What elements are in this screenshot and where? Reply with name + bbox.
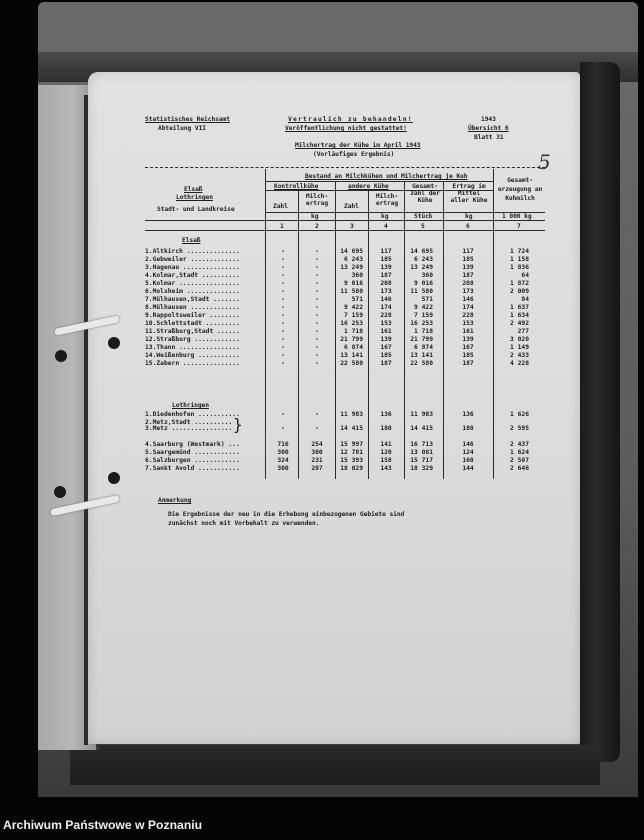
cell-total-production: 2 009 bbox=[510, 288, 529, 295]
header-bottom-rule bbox=[145, 220, 545, 221]
cell-control-yield: - bbox=[315, 344, 319, 351]
cell-other-yield: 185 bbox=[380, 256, 392, 263]
table-row bbox=[145, 272, 545, 280]
note-heading: Anmerkung bbox=[158, 497, 192, 504]
cell-other-count: 16 253 bbox=[340, 320, 363, 327]
col-header-2: Milch- ertrag bbox=[305, 193, 329, 207]
district-name: 7.Mülhausen,Stadt ....... bbox=[145, 296, 240, 303]
cell-other-yield: 139 bbox=[380, 336, 392, 343]
cell-total-production: 2 437 bbox=[510, 441, 529, 448]
cell-total-cows: 6 874 bbox=[414, 344, 433, 351]
cell-control-count: - bbox=[281, 312, 285, 319]
cell-other-count: 7 159 bbox=[344, 312, 363, 319]
table-row bbox=[145, 320, 545, 328]
col-number-3: 3 bbox=[350, 223, 354, 230]
cell-other-count: 22 580 bbox=[340, 360, 363, 367]
cell-total-production: 4 228 bbox=[510, 360, 529, 367]
number-row-rule bbox=[145, 230, 545, 231]
district-name: 5.Saargemünd ............ bbox=[145, 449, 240, 456]
district-name: 1.Diedenhofen ........... bbox=[145, 411, 240, 418]
table-row bbox=[145, 280, 545, 288]
cell-other-count: 21 799 bbox=[340, 336, 363, 343]
header-not-for-publication: Veröffentlichung nicht gestattet! bbox=[285, 125, 407, 132]
cell-control-yield: - bbox=[315, 328, 319, 335]
cell-other-count: 9 422 bbox=[344, 304, 363, 311]
table-row bbox=[145, 425, 545, 433]
cell-total-production: 1 637 bbox=[510, 304, 529, 311]
subgroup-other-cows: andere Kühe bbox=[348, 183, 389, 190]
cell-avg-yield: 173 bbox=[462, 288, 474, 295]
cell-control-count: - bbox=[281, 304, 285, 311]
cell-total-cows: 21 799 bbox=[410, 336, 433, 343]
table-row bbox=[145, 296, 545, 304]
cell-other-yield: 173 bbox=[380, 288, 392, 295]
stub-header-alsace: Elsaß bbox=[184, 186, 203, 193]
section-heading-alsace: Elsaß bbox=[182, 237, 201, 244]
cell-avg-yield: 139 bbox=[462, 264, 474, 271]
col-header-7: Gesamt- erzeugung an Kuhmilch bbox=[497, 177, 543, 202]
cell-control-yield: - bbox=[315, 296, 319, 303]
cell-control-yield: - bbox=[315, 336, 319, 343]
col-unit-6: kg bbox=[465, 213, 473, 220]
cell-total-cows: 22 580 bbox=[410, 360, 433, 367]
district-name: 2.Metz,Stadt .......... bbox=[145, 419, 233, 426]
col-header-3: Zahl bbox=[344, 203, 359, 210]
cell-control-count: - bbox=[281, 320, 285, 327]
cell-control-count: - bbox=[281, 336, 285, 343]
cell-avg-yield: 187 bbox=[462, 272, 474, 279]
cell-control-yield: - bbox=[315, 272, 319, 279]
cell-avg-yield: 160 bbox=[462, 457, 474, 464]
cell-avg-yield: 185 bbox=[462, 256, 474, 263]
cell-total-production: 277 bbox=[517, 328, 529, 335]
cell-total-cows: 13 081 bbox=[410, 449, 433, 456]
col-unit-2: kg bbox=[311, 213, 319, 220]
cell-other-count: 18 029 bbox=[340, 465, 363, 472]
cell-total-cows: 14 415 bbox=[410, 425, 433, 432]
district-name: 7.Sankt Avold ........... bbox=[145, 465, 240, 472]
cell-other-count: 15 393 bbox=[340, 457, 363, 464]
table-row bbox=[145, 411, 545, 419]
folder-bottom-shadow bbox=[70, 745, 600, 785]
cell-other-yield: 208 bbox=[380, 280, 392, 287]
cell-total-cows: 9 016 bbox=[414, 280, 433, 287]
cell-total-cows: 9 422 bbox=[414, 304, 433, 311]
cell-total-production: 2 646 bbox=[510, 465, 529, 472]
cell-control-yield: - bbox=[315, 425, 319, 432]
district-name: 10.Schlettstadt ......... bbox=[145, 320, 240, 327]
cell-other-count: 360 bbox=[351, 272, 363, 279]
col-number-4: 4 bbox=[384, 223, 388, 230]
cell-other-yield: 185 bbox=[380, 352, 392, 359]
cell-other-yield: 228 bbox=[380, 312, 392, 319]
cell-other-yield: 158 bbox=[380, 457, 392, 464]
table-row bbox=[145, 336, 545, 344]
cell-total-production: 2 595 bbox=[510, 425, 529, 432]
table-row bbox=[145, 441, 545, 449]
cell-total-production: 2 507 bbox=[510, 457, 529, 464]
district-name: 3.Metz ................ bbox=[145, 425, 233, 432]
cell-control-yield: - bbox=[315, 256, 319, 263]
cell-avg-yield: 228 bbox=[462, 312, 474, 319]
cell-total-cows: 18 329 bbox=[410, 465, 433, 472]
col-number-5: 5 bbox=[421, 223, 425, 230]
cell-control-yield: - bbox=[315, 288, 319, 295]
cell-other-yield: 141 bbox=[380, 441, 392, 448]
col-header-5: Gesamt- zahl der Kühe bbox=[410, 183, 440, 204]
cell-control-count: 716 bbox=[277, 441, 289, 448]
table-row bbox=[145, 264, 545, 272]
cell-other-count: 12 781 bbox=[340, 449, 363, 456]
table-row bbox=[145, 304, 545, 312]
cell-total-cows: 7 159 bbox=[414, 312, 433, 319]
district-name: 12.Straßburg ............ bbox=[145, 336, 240, 343]
cell-other-yield: 187 bbox=[380, 360, 392, 367]
handwritten-page-number: 5 bbox=[538, 150, 551, 174]
header-overview-number: Übersicht 6 bbox=[468, 125, 509, 132]
cell-other-count: 1 718 bbox=[344, 328, 363, 335]
table-row bbox=[145, 312, 545, 320]
note-line-2: zunächst noch mit Vorbehalt zu verwenden. bbox=[168, 520, 320, 527]
district-name: 15.Zabern ............... bbox=[145, 360, 240, 367]
col-header-6: Ertrag im Mittel aller Kühe bbox=[450, 183, 488, 204]
cell-control-count: - bbox=[281, 296, 285, 303]
cell-other-yield: 143 bbox=[380, 465, 392, 472]
cell-avg-yield: 180 bbox=[462, 425, 474, 432]
cell-avg-yield: 146 bbox=[462, 296, 474, 303]
district-name: 8.Mülhausen ............. bbox=[145, 304, 240, 311]
cell-control-yield: - bbox=[315, 264, 319, 271]
cell-total-production: 1 836 bbox=[510, 264, 529, 271]
cell-total-cows: 14 695 bbox=[410, 248, 433, 255]
district-name: 13.Thann ................ bbox=[145, 344, 240, 351]
cell-other-count: 11 983 bbox=[340, 411, 363, 418]
cell-control-count: - bbox=[281, 425, 285, 432]
cell-total-cows: 13 141 bbox=[410, 352, 433, 359]
cell-other-yield: 174 bbox=[380, 304, 392, 311]
cell-avg-yield: 153 bbox=[462, 320, 474, 327]
cell-avg-yield: 208 bbox=[462, 280, 474, 287]
cell-other-count: 15 997 bbox=[340, 441, 363, 448]
cell-total-production: 1 626 bbox=[510, 411, 529, 418]
cell-control-count: - bbox=[281, 288, 285, 295]
header-sheet-number: Blatt 31 bbox=[474, 134, 504, 141]
district-name: 14.Weißenburg ........... bbox=[145, 352, 240, 359]
subgroup-control-cows: Kontrollkühe bbox=[274, 183, 319, 190]
table-row bbox=[145, 256, 545, 264]
cell-control-yield: - bbox=[315, 312, 319, 319]
table-row bbox=[145, 465, 545, 473]
header-confidential: Vertraulich zu behandeln! bbox=[288, 116, 413, 123]
cell-other-count: 14 695 bbox=[340, 248, 363, 255]
cell-control-count: - bbox=[281, 280, 285, 287]
cell-control-yield: 207 bbox=[311, 465, 323, 472]
district-name: 4.Saarburg (Westmark) ... bbox=[145, 441, 240, 448]
cell-control-count: 300 bbox=[277, 465, 289, 472]
cell-avg-yield: 146 bbox=[462, 441, 474, 448]
punch-hole-icon bbox=[55, 350, 67, 362]
table-row bbox=[145, 344, 545, 352]
district-name: 3.Hagenau ............... bbox=[145, 264, 240, 271]
cell-control-yield: 231 bbox=[311, 457, 323, 464]
cell-total-cows: 15 717 bbox=[410, 457, 433, 464]
cell-total-production: 1 624 bbox=[510, 449, 529, 456]
cell-avg-yield: 174 bbox=[462, 304, 474, 311]
table-top-rule bbox=[145, 167, 545, 168]
cell-control-count: - bbox=[281, 272, 285, 279]
table-row bbox=[145, 352, 545, 360]
cell-control-count: - bbox=[281, 248, 285, 255]
cell-control-yield: 254 bbox=[311, 441, 323, 448]
punch-hole-icon bbox=[108, 472, 120, 484]
table-row bbox=[145, 248, 545, 256]
cell-avg-yield: 187 bbox=[462, 360, 474, 367]
col-number-6: 6 bbox=[466, 223, 470, 230]
cell-avg-yield: 139 bbox=[462, 336, 474, 343]
cell-total-cows: 11 580 bbox=[410, 288, 433, 295]
cell-avg-yield: 136 bbox=[462, 411, 474, 418]
district-name: 4.Kolmar,Stadt .......... bbox=[145, 272, 240, 279]
cell-control-count: - bbox=[281, 360, 285, 367]
cell-other-count: 9 016 bbox=[344, 280, 363, 287]
stub-header-lorraine: Lothringen bbox=[176, 194, 213, 201]
punch-hole-icon bbox=[108, 337, 120, 349]
archive-credit: Archiwum Państwowe w Poznaniu bbox=[3, 818, 203, 832]
cell-total-production: 1 872 bbox=[510, 280, 529, 287]
cell-total-production: 3 020 bbox=[510, 336, 529, 343]
folder-right-edge bbox=[580, 62, 620, 762]
header-department: Abteilung VII bbox=[158, 125, 206, 132]
cell-total-production: 84 bbox=[521, 296, 529, 303]
cell-other-yield: 153 bbox=[380, 320, 392, 327]
cell-other-yield: 139 bbox=[380, 264, 392, 271]
cell-total-cows: 16 713 bbox=[410, 441, 433, 448]
cell-avg-yield: 124 bbox=[462, 449, 474, 456]
cell-control-count: - bbox=[281, 264, 285, 271]
cell-control-yield: - bbox=[315, 360, 319, 367]
cell-avg-yield: 185 bbox=[462, 352, 474, 359]
cell-other-count: 6 243 bbox=[344, 256, 363, 263]
cell-other-count: 11 580 bbox=[340, 288, 363, 295]
cell-other-yield: 120 bbox=[380, 449, 392, 456]
col-header-1: Zahl bbox=[273, 203, 288, 210]
district-name: 9.Rappoltsweiler ........ bbox=[145, 312, 240, 319]
bracket-metz-icon: } bbox=[233, 415, 243, 434]
cell-control-yield: - bbox=[315, 411, 319, 418]
district-name: 2.Gebweiler ............. bbox=[145, 256, 240, 263]
document-title: Milchertrag der Kühe im April 1943 bbox=[295, 142, 421, 149]
section-heading-lorraine: Lothringen bbox=[172, 402, 209, 409]
cell-total-cows: 16 253 bbox=[410, 320, 433, 327]
cell-total-production: 64 bbox=[521, 272, 529, 279]
cell-other-count: 13 141 bbox=[340, 352, 363, 359]
document-subtitle: (Vorläufiges Ergebnis) bbox=[313, 151, 395, 158]
cell-total-production: 1 724 bbox=[510, 248, 529, 255]
cell-control-count: - bbox=[281, 411, 285, 418]
cell-total-production: 1 634 bbox=[510, 312, 529, 319]
cell-total-production: 2 433 bbox=[510, 352, 529, 359]
cell-control-count: - bbox=[281, 328, 285, 335]
cell-control-yield: - bbox=[315, 304, 319, 311]
cell-total-cows: 13 249 bbox=[410, 264, 433, 271]
cell-control-yield: - bbox=[315, 320, 319, 327]
col-number-1: 1 bbox=[280, 223, 284, 230]
cell-other-count: 13 249 bbox=[340, 264, 363, 271]
table-row bbox=[145, 360, 545, 368]
cell-control-count: 300 bbox=[277, 449, 289, 456]
cell-total-production: 2 492 bbox=[510, 320, 529, 327]
cell-total-cows: 1 718 bbox=[414, 328, 433, 335]
col-number-7: 7 bbox=[517, 223, 521, 230]
cell-total-cows: 571 bbox=[421, 296, 433, 303]
cell-other-yield: 136 bbox=[380, 411, 392, 418]
col-unit-5: Stück bbox=[414, 213, 433, 220]
cell-avg-yield: 117 bbox=[462, 248, 474, 255]
district-name: 1.Altkirch .............. bbox=[145, 248, 240, 255]
col-number-2: 2 bbox=[315, 223, 319, 230]
cell-avg-yield: 144 bbox=[462, 465, 474, 472]
cell-control-count: 324 bbox=[277, 457, 289, 464]
table-row bbox=[145, 288, 545, 296]
cell-control-yield: - bbox=[315, 352, 319, 359]
cell-control-count: - bbox=[281, 344, 285, 351]
header-office: Statistisches Reichsamt bbox=[145, 116, 230, 123]
col-header-4: Milch- ertrag bbox=[375, 193, 399, 207]
cell-total-cows: 360 bbox=[421, 272, 433, 279]
note-line-1: Die Ergebnisse der neu in die Erhebung einbezogenen Gebiete sind bbox=[168, 511, 405, 518]
table-row bbox=[145, 449, 545, 457]
table-row bbox=[145, 328, 545, 336]
cell-other-yield: 167 bbox=[380, 344, 392, 351]
cell-other-yield: 117 bbox=[380, 248, 392, 255]
cell-total-cows: 11 983 bbox=[410, 411, 433, 418]
col-unit-7: 1 000 kg bbox=[502, 213, 532, 220]
cell-total-production: 1 158 bbox=[510, 256, 529, 263]
cell-other-count: 14 415 bbox=[340, 425, 363, 432]
stub-header-districts: Stadt- und Landkreise bbox=[157, 206, 235, 213]
cell-control-count: - bbox=[281, 256, 285, 263]
district-name: 5.Kolmar ................ bbox=[145, 280, 240, 287]
cell-control-yield: 300 bbox=[311, 449, 323, 456]
district-name: 11.Straßburg,Stadt ...... bbox=[145, 328, 240, 335]
cell-total-cows: 6 243 bbox=[414, 256, 433, 263]
cell-other-yield: 146 bbox=[380, 296, 392, 303]
cell-avg-yield: 167 bbox=[462, 344, 474, 351]
district-name: 6.Molsheim .............. bbox=[145, 288, 240, 295]
cell-other-count: 571 bbox=[351, 296, 363, 303]
cell-control-count: - bbox=[281, 352, 285, 359]
cell-control-yield: - bbox=[315, 248, 319, 255]
table-row bbox=[145, 457, 545, 465]
cell-other-count: 6 874 bbox=[344, 344, 363, 351]
cell-control-yield: - bbox=[315, 280, 319, 287]
col-unit-4: kg bbox=[381, 213, 389, 220]
cell-avg-yield: 161 bbox=[462, 328, 474, 335]
cell-total-production: 1 149 bbox=[510, 344, 529, 351]
cell-other-yield: 187 bbox=[380, 272, 392, 279]
cell-other-yield: 161 bbox=[380, 328, 392, 335]
header-year: 1943 bbox=[481, 116, 496, 123]
punch-hole-icon bbox=[54, 486, 66, 498]
cell-other-yield: 180 bbox=[380, 425, 392, 432]
district-name: 6.Salzburgen ............ bbox=[145, 457, 240, 464]
group-header: Bestand an Milchkühen und Milchertrag je Kuh bbox=[305, 173, 468, 180]
group-header-rule bbox=[265, 181, 493, 182]
